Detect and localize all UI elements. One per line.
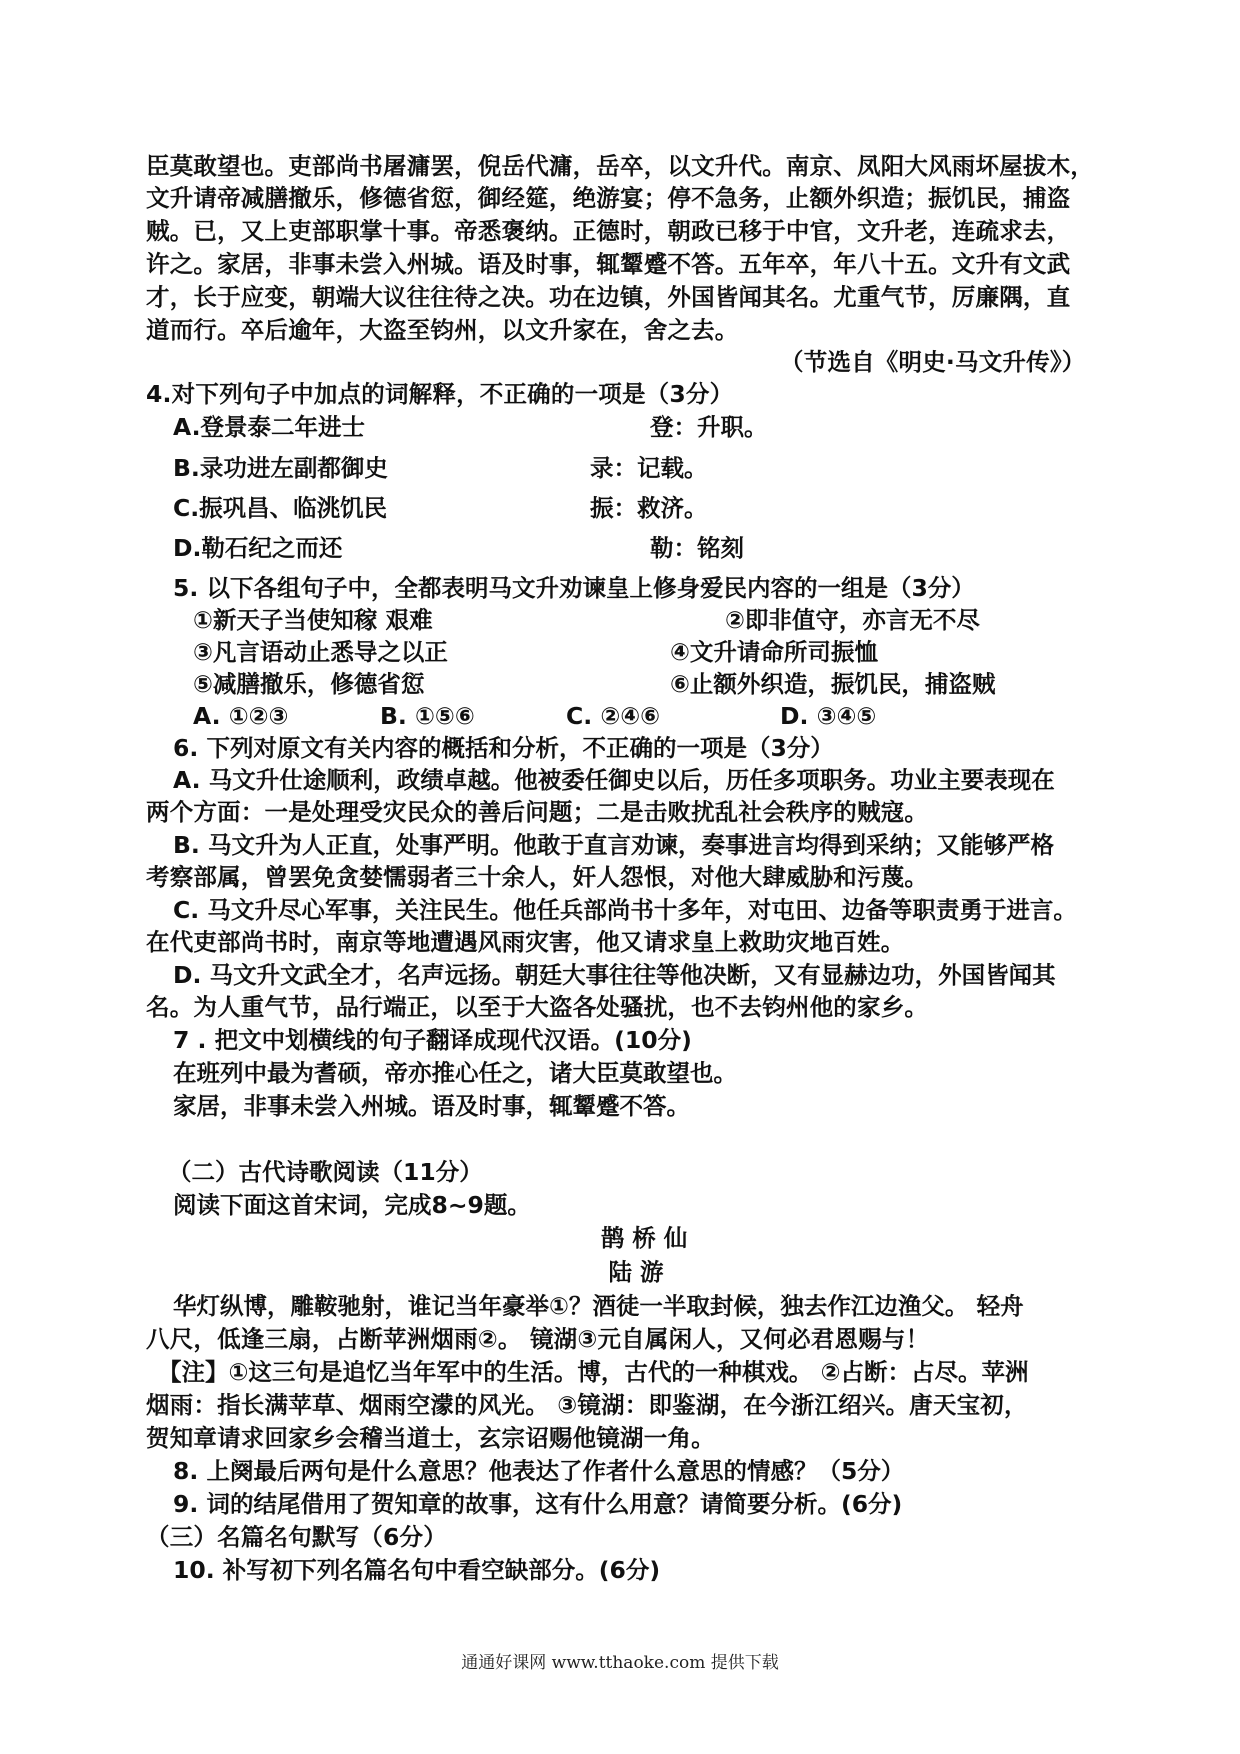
q4-option-a: A.登景泰二年进士 — [173, 413, 366, 441]
q6-option-b-line2: 考察部属，曾罢免贪婪懦弱者三十余人，奸人怨恨，对他大肆威胁和污蔑。 — [146, 863, 929, 891]
footer-credit: 通通好课网 www.tthaoke.com 提供下载 — [461, 1653, 779, 1673]
q7-sentence-1: 在班列中最为耆硕，帝亦推心任之，诸大臣莫敢望也。 — [173, 1059, 737, 1087]
passage-line: 贼。已，又上吏部职掌十事。帝悉褒纳。正德时，朝政已移于中官，文升老，连疏求去， — [146, 217, 1071, 245]
q5-item-5: ⑤减膳撤乐，修德省愆 — [193, 670, 425, 698]
q6-option-a-line1: A. 马文升仕途顺利，政绩卓越。他被委任御史以后，历任多项职务。功业主要表现在 — [173, 766, 1055, 794]
q4-gloss-a: 登：升职。 — [650, 413, 768, 441]
section-2-intro: 阅读下面这首宋词，完成8~9题。 — [173, 1191, 531, 1219]
q5-choice-c: C. ②④⑥ — [566, 702, 661, 730]
q4-stem: 4.对下列句子中加点的词解释，不正确的一项是（3分） — [146, 380, 734, 408]
poem-title: 鹊桥仙 — [600, 1224, 696, 1252]
q5-item-1: ①新天子当使知稼 艰难 — [193, 606, 433, 634]
q5-stem: 5. 以下各组句子中，全都表明马文升劝谏皇上修身爱民内容的一组是（3分） — [173, 574, 975, 602]
q9-stem: 9. 词的结尾借用了贺知章的故事，这有什么用意？请简要分析。(6分) — [173, 1490, 903, 1518]
q6-option-d-line1: D. 马文升文武全才，名声远扬。朝廷大事往往等他决断，又有显赫边功，外国皆闻其 — [173, 961, 1056, 989]
q6-option-c-line2: 在代吏部尚书时，南京等地遭遇风雨灾害，他又请求皇上救助灾地百姓。 — [146, 928, 905, 956]
passage-line: 许之。家居，非事未尝入州城。语及时事，辄颦蹙不答。五年卒，年八十五。文升有文武 — [146, 250, 1071, 278]
poem-line-2: 八尺，低逢三扇，占断苹洲烟雨②。 镜湖③元自属闲人，又何必君恩赐与！ — [146, 1325, 930, 1353]
passage-line: 才，长于应变，朝端大议往往待之决。功在边镇，外国皆闻其名。尤重气节，厉廉隅，直 — [146, 283, 1071, 311]
q5-choice-b: B. ①⑤⑥ — [380, 702, 475, 730]
note-line-3: 贺知章请求回家乡会稽当道士，玄宗诏赐他镜湖一角。 — [146, 1424, 715, 1452]
q6-option-d-line2: 名。为人重气节，品行端正，以至于大盗各处骚扰，也不去钧州他的家乡。 — [146, 993, 929, 1021]
poem-line-1: 华灯纵博，雕鞍驰射，谁记当年豪举①？酒徒一半取封候，独去作江边渔父。 轻舟 — [173, 1292, 1024, 1320]
q7-stem: 7 . 把文中划横线的句子翻译成现代汉语。(10分) — [173, 1026, 692, 1054]
q10-stem: 10. 补写初下列名篇名句中看空缺部分。(6分) — [173, 1556, 661, 1584]
q7-sentence-2: 家居，非事未尝入州城。语及时事，辄颦蹙不答。 — [173, 1092, 690, 1120]
q5-item-2: ②即非值守，亦言无不尽 — [725, 606, 980, 634]
section-3-heading: （三）名篇名句默写（6分） — [146, 1523, 447, 1551]
q5-item-6: ⑥止额外织造，振饥民，捕盗贼 — [670, 670, 996, 698]
q5-choice-d: D. ③④⑤ — [780, 702, 877, 730]
q6-option-b-line1: B. 马文升为人正直，处事严明。他敢于直言劝谏，奏事进言均得到采纳；又能够严格 — [173, 831, 1055, 859]
passage-line: 文升请帝减膳撤乐，修德省愆，御经筵，绝游宴；停不急务，止额外织造；振饥民，捕盗 — [146, 184, 1071, 212]
q5-item-4: ④文升请命所司振恤 — [670, 638, 878, 666]
section-2-heading: （二）古代诗歌阅读（11分） — [168, 1158, 483, 1186]
q4-gloss-b: 录：记载。 — [590, 454, 708, 482]
q6-option-c-line1: C. 马文升尽心军事，关注民生。他任兵部尚书十多年，对屯田、边备等职责勇于进言。 — [173, 896, 1077, 924]
passage-line: 道而行。卒后逾年，大盗至钧州，以文升家在，舍之去。 — [146, 316, 739, 344]
q4-gloss-c: 振：救济。 — [590, 494, 708, 522]
q6-stem: 6. 下列对原文有关内容的概括和分析，不正确的一项是（3分） — [173, 734, 834, 762]
q4-gloss-d: 勒：铭刻 — [650, 534, 744, 562]
source-citation: （节选自《明史·马文升传》） — [780, 348, 1086, 376]
q8-stem: 8. 上阕最后两句是什么意思？他表达了作者什么意思的情感？（5分） — [173, 1457, 905, 1485]
q4-option-b: B.录功进左副都御史 — [173, 454, 388, 482]
passage-line: 臣莫敢望也。吏部尚书屠滽罢，倪岳代滽，岳卒，以文升代。南京、凤阳大风雨坏屋拔木， — [146, 152, 1094, 180]
note-line-1: 【注】①这三句是追忆当年军中的生活。博，古代的一种棋戏。 ②占断：占尽。苹洲 — [158, 1358, 1029, 1386]
q5-choice-a: A. ①②③ — [193, 702, 289, 730]
poem-author: 陆游 — [608, 1258, 672, 1286]
note-line-2: 烟雨：指长满苹草、烟雨空濛的风光。 ③镜湖：即鉴湖，在今浙江绍兴。唐天宝初， — [146, 1391, 1028, 1419]
q4-option-d: D.勒石纪之而还 — [173, 534, 343, 562]
q4-option-c: C.振巩昌、临洮饥民 — [173, 494, 388, 522]
q6-option-a-line2: 两个方面：一是处理受灾民众的善后问题；二是击败扰乱社会秩序的贼寇。 — [146, 798, 929, 826]
q5-item-3: ③凡言语动止悉导之以正 — [193, 638, 448, 666]
